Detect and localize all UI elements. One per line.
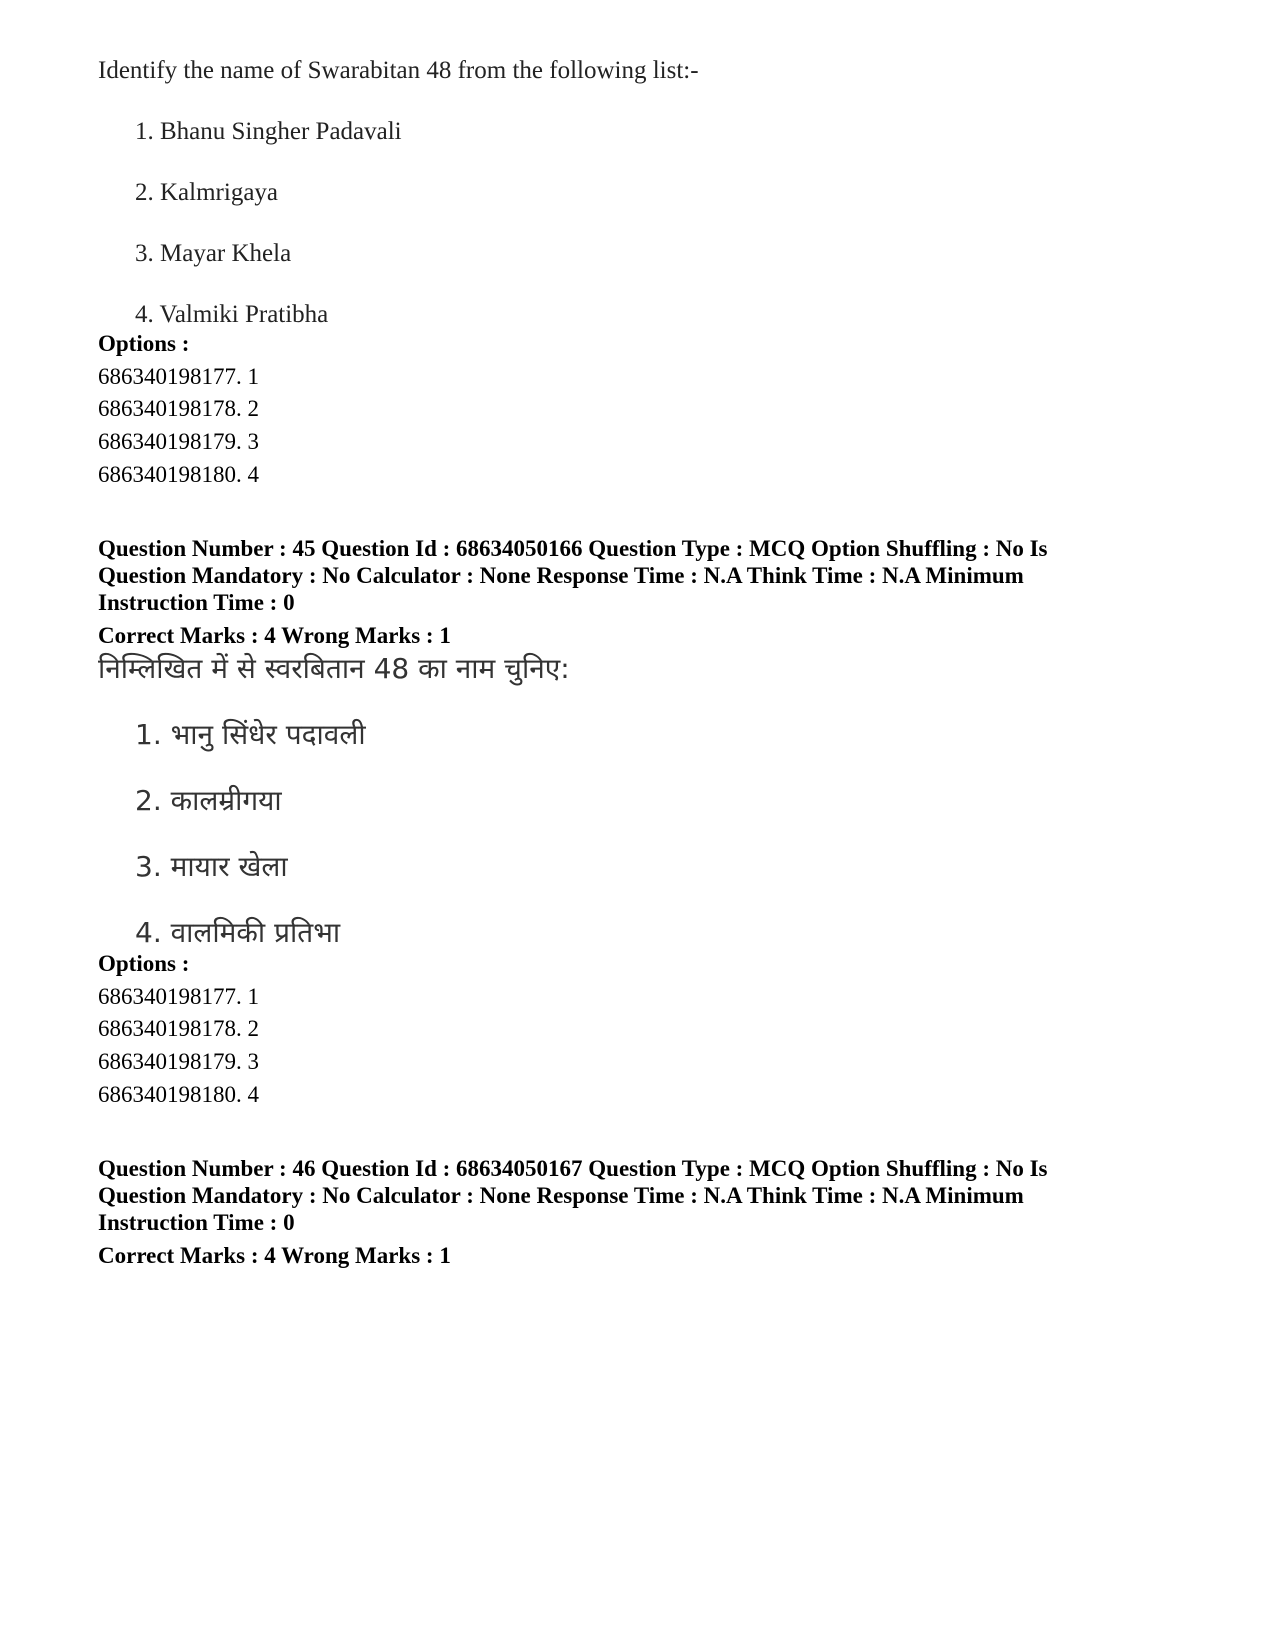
options-label: Options : bbox=[98, 331, 190, 356]
list-item: 3. Mayar Khela bbox=[135, 240, 292, 267]
options-label: Options : bbox=[98, 951, 190, 976]
list-item: 2. Kalmrigaya bbox=[135, 179, 279, 206]
question-text-hindi: निम्लिखित में से स्वरबितान 48 का नाम चुनिए: bbox=[98, 652, 570, 685]
marks-line: Correct Marks : 4 Wrong Marks : 1 bbox=[98, 623, 451, 648]
option-row: 686340198177. 1 bbox=[98, 984, 259, 1009]
question-meta-line: Question Mandatory : No Calculator : None Response Time : N.A Think Time : N.A Minimum bbox=[98, 563, 1024, 588]
option-row: 686340198180. 4 bbox=[98, 1082, 259, 1107]
question-meta-line: Instruction Time : 0 bbox=[98, 1210, 295, 1235]
marks-line: Correct Marks : 4 Wrong Marks : 1 bbox=[98, 1243, 451, 1268]
option-row: 686340198178. 2 bbox=[98, 1016, 259, 1041]
question-meta-line: Question Mandatory : No Calculator : None Response Time : N.A Think Time : N.A Minimum bbox=[98, 1183, 1024, 1208]
list-item-hindi: 3. मायार खेला bbox=[135, 850, 288, 883]
option-row: 686340198179. 3 bbox=[98, 1049, 259, 1074]
option-row: 686340198180. 4 bbox=[98, 462, 259, 487]
question-meta-line: Question Number : 46 Question Id : 68634050167 Question Type : MCQ Option Shuffling : No Is bbox=[98, 1156, 1048, 1181]
list-item-hindi: 1. भानु सिंधेर पदावली bbox=[135, 718, 366, 751]
question-meta-line: Question Number : 45 Question Id : 68634050166 Question Type : MCQ Option Shuffling : No Is bbox=[98, 536, 1048, 561]
list-item-hindi: 2. कालम्रीगया bbox=[135, 784, 282, 817]
question-meta-line: Instruction Time : 0 bbox=[98, 590, 295, 615]
option-row: 686340198179. 3 bbox=[98, 429, 259, 454]
list-item-hindi: 4. वालमिकी प्रतिभा bbox=[135, 916, 341, 949]
option-row: 686340198178. 2 bbox=[98, 396, 259, 421]
list-item: 1. Bhanu Singher Padavali bbox=[135, 118, 402, 145]
question-text: Identify the name of Swarabitan 48 from the following list:- bbox=[98, 57, 699, 84]
list-item: 4. Valmiki Pratibha bbox=[135, 301, 329, 328]
option-row: 686340198177. 1 bbox=[98, 364, 259, 389]
